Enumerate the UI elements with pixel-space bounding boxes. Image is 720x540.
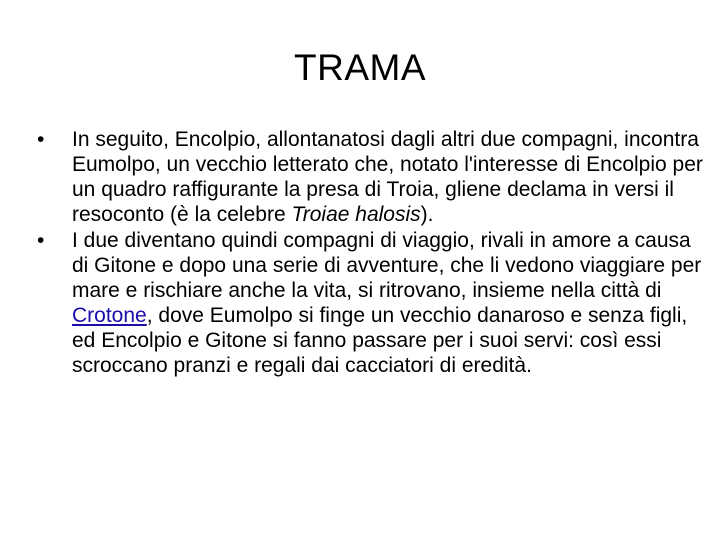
bullet-text: In seguito, Encolpio, allontanatosi dagli altri due compagni, incontra Eumolpo, un vecchio letterato che, notato l'interesse di Encolpio per un quadro raffigurante la presa di Troia, gliene declama in versi il resoconto (è la celebre: [72, 128, 703, 226]
bullet-italic-text: Troiae halosis: [291, 203, 421, 226]
bullet-item: [36, 127, 706, 227]
bullet-text-end: ).: [420, 203, 434, 226]
bullet-item: [36, 228, 706, 378]
bullet-dot-icon: •: [37, 229, 45, 252]
crotone-link[interactable]: Crotone: [72, 304, 147, 327]
bullet-text: I due diventano quindi compagni di viaggio, rivali in amore a causa di Gitone e dopo una serie di avventure, che li vedono viaggiare per mare e rischiare anche la vita, si ritrovano, insieme nella città di: [72, 229, 702, 302]
slide-title: TRAMA: [294, 47, 426, 88]
bullet-text-end: , dove Eumolpo si finge un vecchio danaroso e senza figli, ed Encolpio e Gitone si fanno passare per i suoi servi: così essi scroccano pranzi e regali dai cacciatori di eredità.: [72, 304, 688, 377]
bullet-list: [36, 127, 706, 379]
bullet-dot-icon: •: [37, 128, 45, 151]
